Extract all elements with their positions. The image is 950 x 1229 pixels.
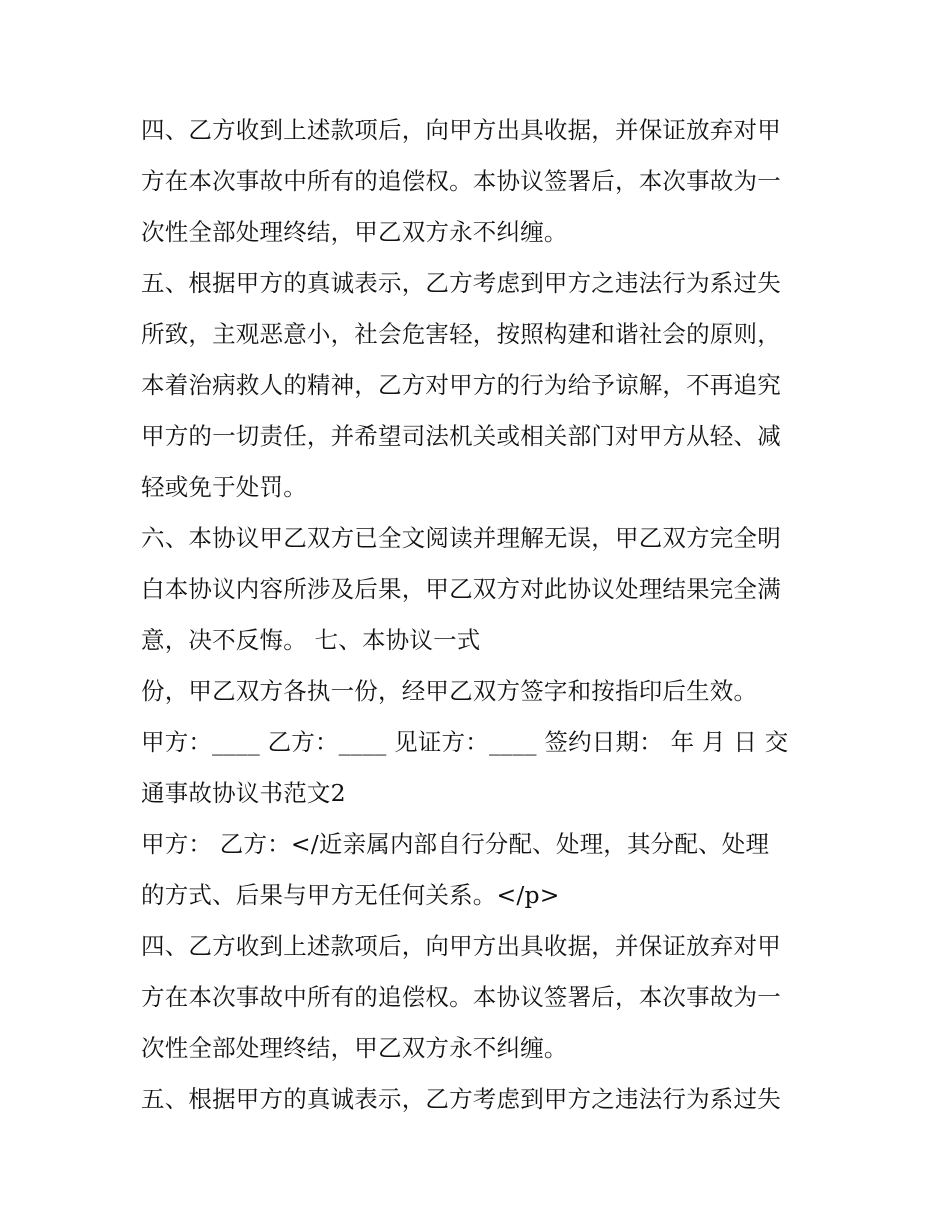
text-line: 的方式、后果与甲方无任何关系。</p>	[141, 881, 560, 909]
text-line: 五、根据甲方的真诚表示，乙方考虑到甲方之违法行为系过失	[141, 269, 781, 297]
text-line: 四、乙方收到上述款项后，向甲方出具收据，并保证放弃对甲	[141, 116, 781, 144]
text-line: 方在本次事故中所有的追偿权。本协议签署后，本次事故为一	[141, 983, 781, 1011]
text-line: 甲方的一切责任，并希望司法机关或相关部门对甲方从轻、减	[141, 422, 781, 450]
text-line: 次性全部处理终结，甲乙双方永不纠缠。	[141, 218, 568, 246]
text-line: 次性全部处理终结，甲乙双方永不纠缠。	[141, 1034, 568, 1062]
text-line: 四、乙方收到上述款项后，向甲方出具收据，并保证放弃对甲	[141, 932, 781, 960]
text-line: 轻或免于处罚。	[141, 473, 307, 501]
text-line: 五、根据甲方的真诚表示，乙方考虑到甲方之违法行为系过失	[141, 1085, 781, 1113]
text-line: 甲方： 乙方：</近亲属内部自行分配、处理，其分配、处理	[141, 830, 770, 858]
text-line: 意，决不反悔。 七、本协议一式	[141, 626, 481, 654]
text-line: 本着治病救人的精神，乙方对甲方的行为给予谅解，不再追究	[141, 371, 781, 399]
signature-line: 甲方：____ 乙方：____ 见证方：____ 签约日期： 年 月 日 交	[141, 728, 789, 756]
text-line: 份，甲乙双方各执一份，经甲乙双方签字和按指印后生效。	[141, 677, 758, 705]
text-line: 方在本次事故中所有的追偿权。本协议签署后，本次事故为一	[141, 167, 781, 195]
document-body	[141, 105, 821, 1125]
text-line: 白本协议内容所涉及后果，甲乙双方对此协议处理结果完全满	[141, 575, 781, 603]
section-title: 通事故协议书范文2	[141, 779, 346, 807]
text-line: 六、本协议甲乙双方已全文阅读并理解无误，甲乙双方完全明	[141, 524, 781, 552]
text-line: 所致，主观恶意小，社会危害轻，按照构建和谐社会的原则，	[141, 320, 781, 348]
